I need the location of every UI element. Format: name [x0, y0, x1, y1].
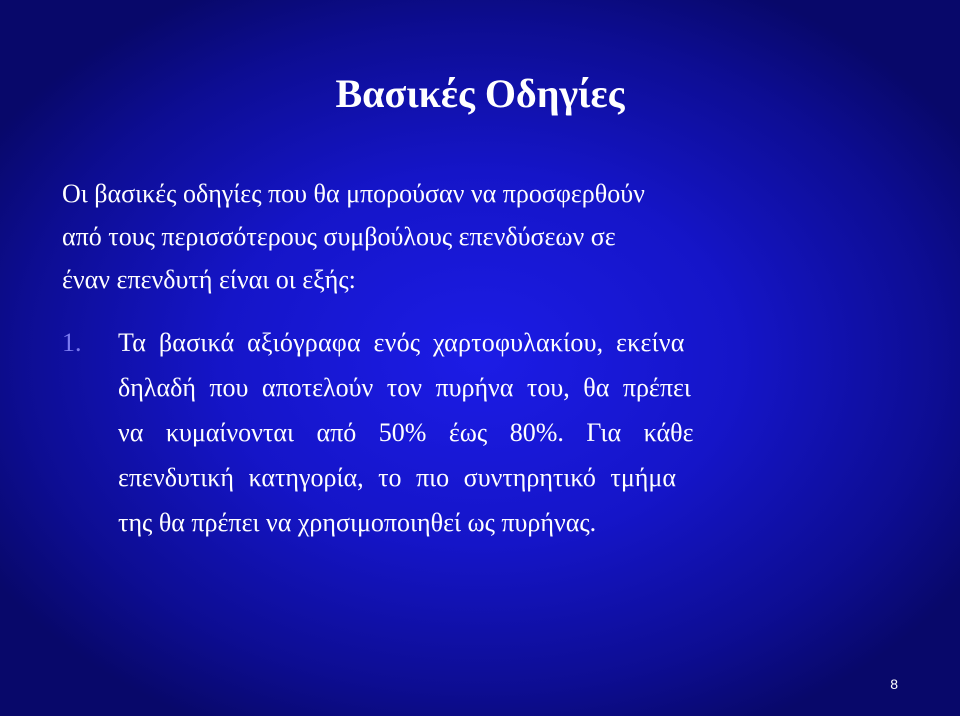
- list-item-line: δηλαδή που αποτελούν τον πυρήνα του, θα πρέπει: [118, 373, 691, 402]
- list-item-text: [118, 320, 912, 545]
- intro-paragraph: [62, 172, 912, 301]
- list-item-line: Τα βασικά αξιόγραφα ενός χαρτοφυλακίου, εκείνα: [118, 328, 685, 357]
- intro-line: Οι βασικές οδηγίες που θα μπορούσαν να προσφερθούν: [62, 179, 645, 208]
- intro-line: από τους περισσότερους συμβούλους επενδύσεων σε: [62, 222, 616, 251]
- slide-title: Βασικές Οδηγίες: [335, 71, 625, 116]
- list-item-line: επενδυτική κατηγορία, το πιο συντηρητικό τμήμα: [118, 463, 676, 492]
- list-item: [62, 320, 912, 545]
- list-item-line: να κυμαίνονται από 50% έως 80%. Για κάθε: [118, 418, 694, 447]
- list-item-line: της θα πρέπει να χρησιμοποιηθεί ως πυρήνας.: [118, 508, 597, 537]
- page-number: 8: [890, 676, 898, 692]
- list-item-number: 1.: [62, 328, 82, 357]
- numbered-list: [62, 320, 912, 545]
- intro-line: έναν επενδυτή είναι οι εξής:: [62, 265, 356, 294]
